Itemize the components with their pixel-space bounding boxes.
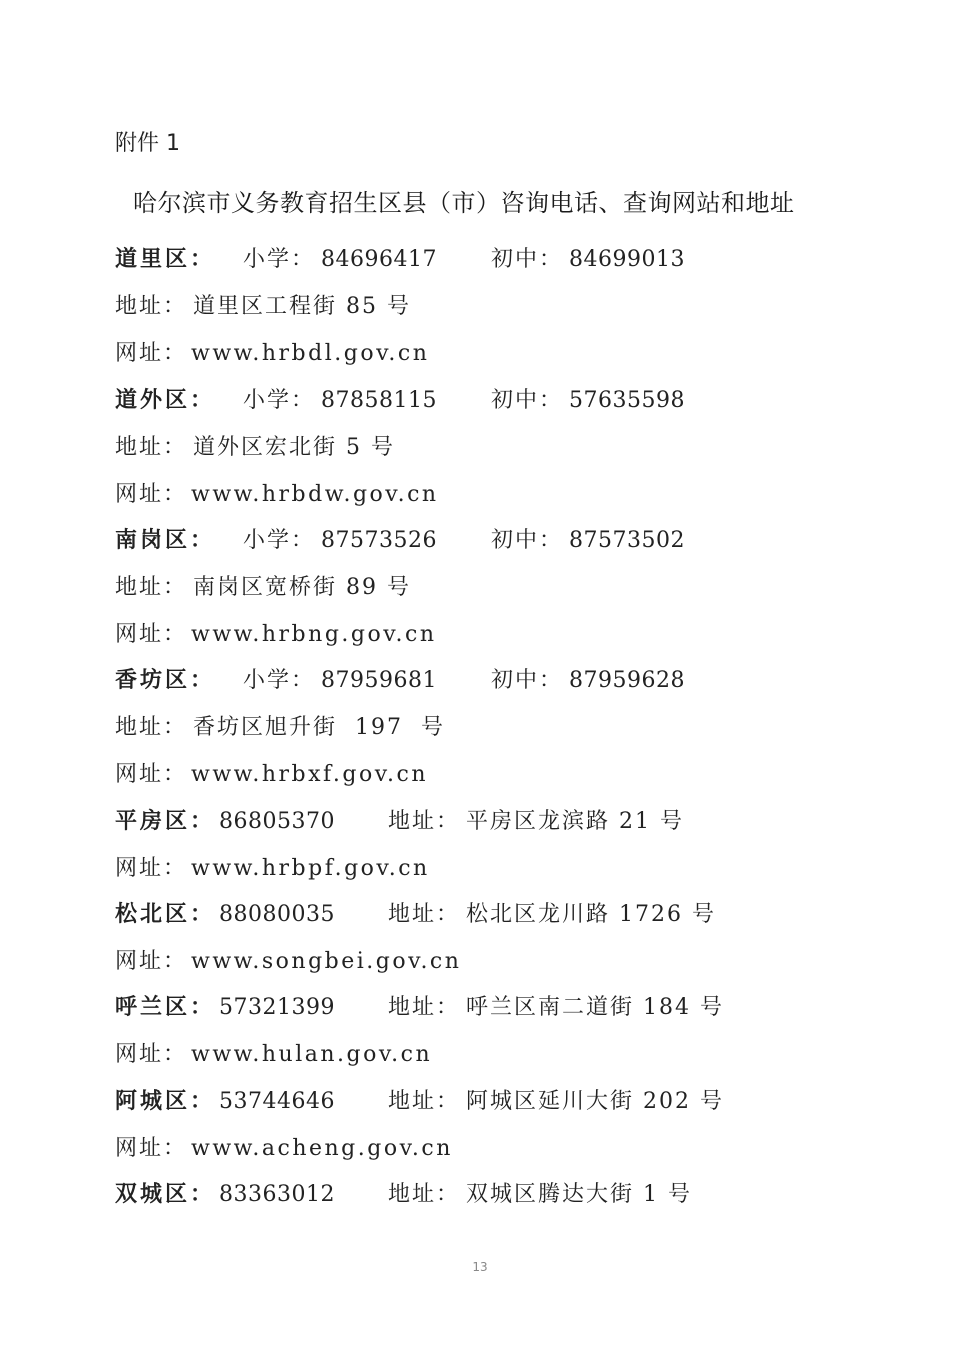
primary-phone: 87959681 [321,668,437,693]
phone: 83363012 [219,1182,335,1207]
website-link[interactable]: www.hulan.gov.cn [191,1042,433,1067]
page-title: 哈尔滨市义务教育招生区县（市）咨询电话、查询网站和地址 [133,189,795,217]
junior-label: 初中： [491,247,564,272]
website-link[interactable]: www.songbei.gov.cn [191,949,462,974]
website-label: 网址： [115,622,188,647]
district-name: 双城区： [115,1182,216,1207]
primary-label: 小学： [243,668,316,693]
website-label: 网址： [115,1136,188,1161]
phone: 86805370 [219,809,335,834]
website-label: 网址： [115,949,188,974]
address-label: 地址： [115,294,188,319]
junior-label: 初中： [491,528,564,553]
junior-phone: 57635598 [569,388,685,413]
website-link[interactable]: www.hrbpf.gov.cn [191,856,430,881]
website-link[interactable]: www.hrbng.gov.cn [191,622,437,647]
website-link[interactable]: www.hrbdl.gov.cn [191,341,430,366]
address-value: 道外区宏北街 5 号 [193,435,395,460]
attachment-label: 附件 1 [115,131,180,156]
district-name: 平房区： [115,809,216,834]
website-link[interactable]: www.hrbxf.gov.cn [191,762,429,787]
phone: 88080035 [219,902,335,927]
primary-label: 小学： [243,247,316,272]
address-label: 地址： [115,715,188,740]
website-link[interactable]: www.acheng.gov.cn [191,1136,453,1161]
primary-phone: 87573526 [321,528,437,553]
junior-phone: 84699013 [569,247,685,272]
district-name: 南岗区： [115,528,216,553]
address-value: 呼兰区南二道街 184 号 [466,995,724,1020]
district-name: 道里区： [115,247,216,272]
address-label: 地址： [388,902,461,927]
website-link[interactable]: www.hrbdw.gov.cn [191,482,439,507]
address-label: 地址： [388,809,461,834]
primary-label: 小学： [243,528,316,553]
district-name: 松北区： [115,902,216,927]
primary-label: 小学： [243,388,316,413]
junior-phone: 87959628 [569,668,685,693]
page-number: 13 [472,1260,488,1274]
primary-phone: 84696417 [321,247,437,272]
website-label: 网址： [115,856,188,881]
website-label: 网址： [115,341,188,366]
junior-label: 初中： [491,388,564,413]
district-name: 阿城区： [115,1089,216,1114]
website-label: 网址： [115,762,188,787]
district-name: 呼兰区： [115,995,216,1020]
junior-label: 初中： [491,668,564,693]
district-name: 香坊区： [115,668,216,693]
address-value: 道里区工程街 85 号 [193,294,411,319]
address-label: 地址： [388,1182,461,1207]
address-label: 地址： [115,575,188,600]
address-value: 平房区龙滨路 21 号 [466,809,684,834]
website-label: 网址： [115,482,188,507]
address-value: 南岗区宽桥街 89 号 [193,575,411,600]
primary-phone: 87858115 [321,388,437,413]
address-value: 阿城区延川大街 202 号 [466,1089,724,1114]
phone: 57321399 [219,995,335,1020]
address-label: 地址： [388,995,461,1020]
address-label: 地址： [388,1089,461,1114]
address-value: 香坊区旭升街 197 号 [193,715,445,740]
phone: 53744646 [219,1089,335,1114]
address-value: 双城区腾达大街 1 号 [466,1182,692,1207]
address-label: 地址： [115,435,188,460]
website-label: 网址： [115,1042,188,1067]
address-value: 松北区龙川路 1726 号 [466,902,716,927]
district-name: 道外区： [115,388,216,413]
junior-phone: 87573502 [569,528,685,553]
